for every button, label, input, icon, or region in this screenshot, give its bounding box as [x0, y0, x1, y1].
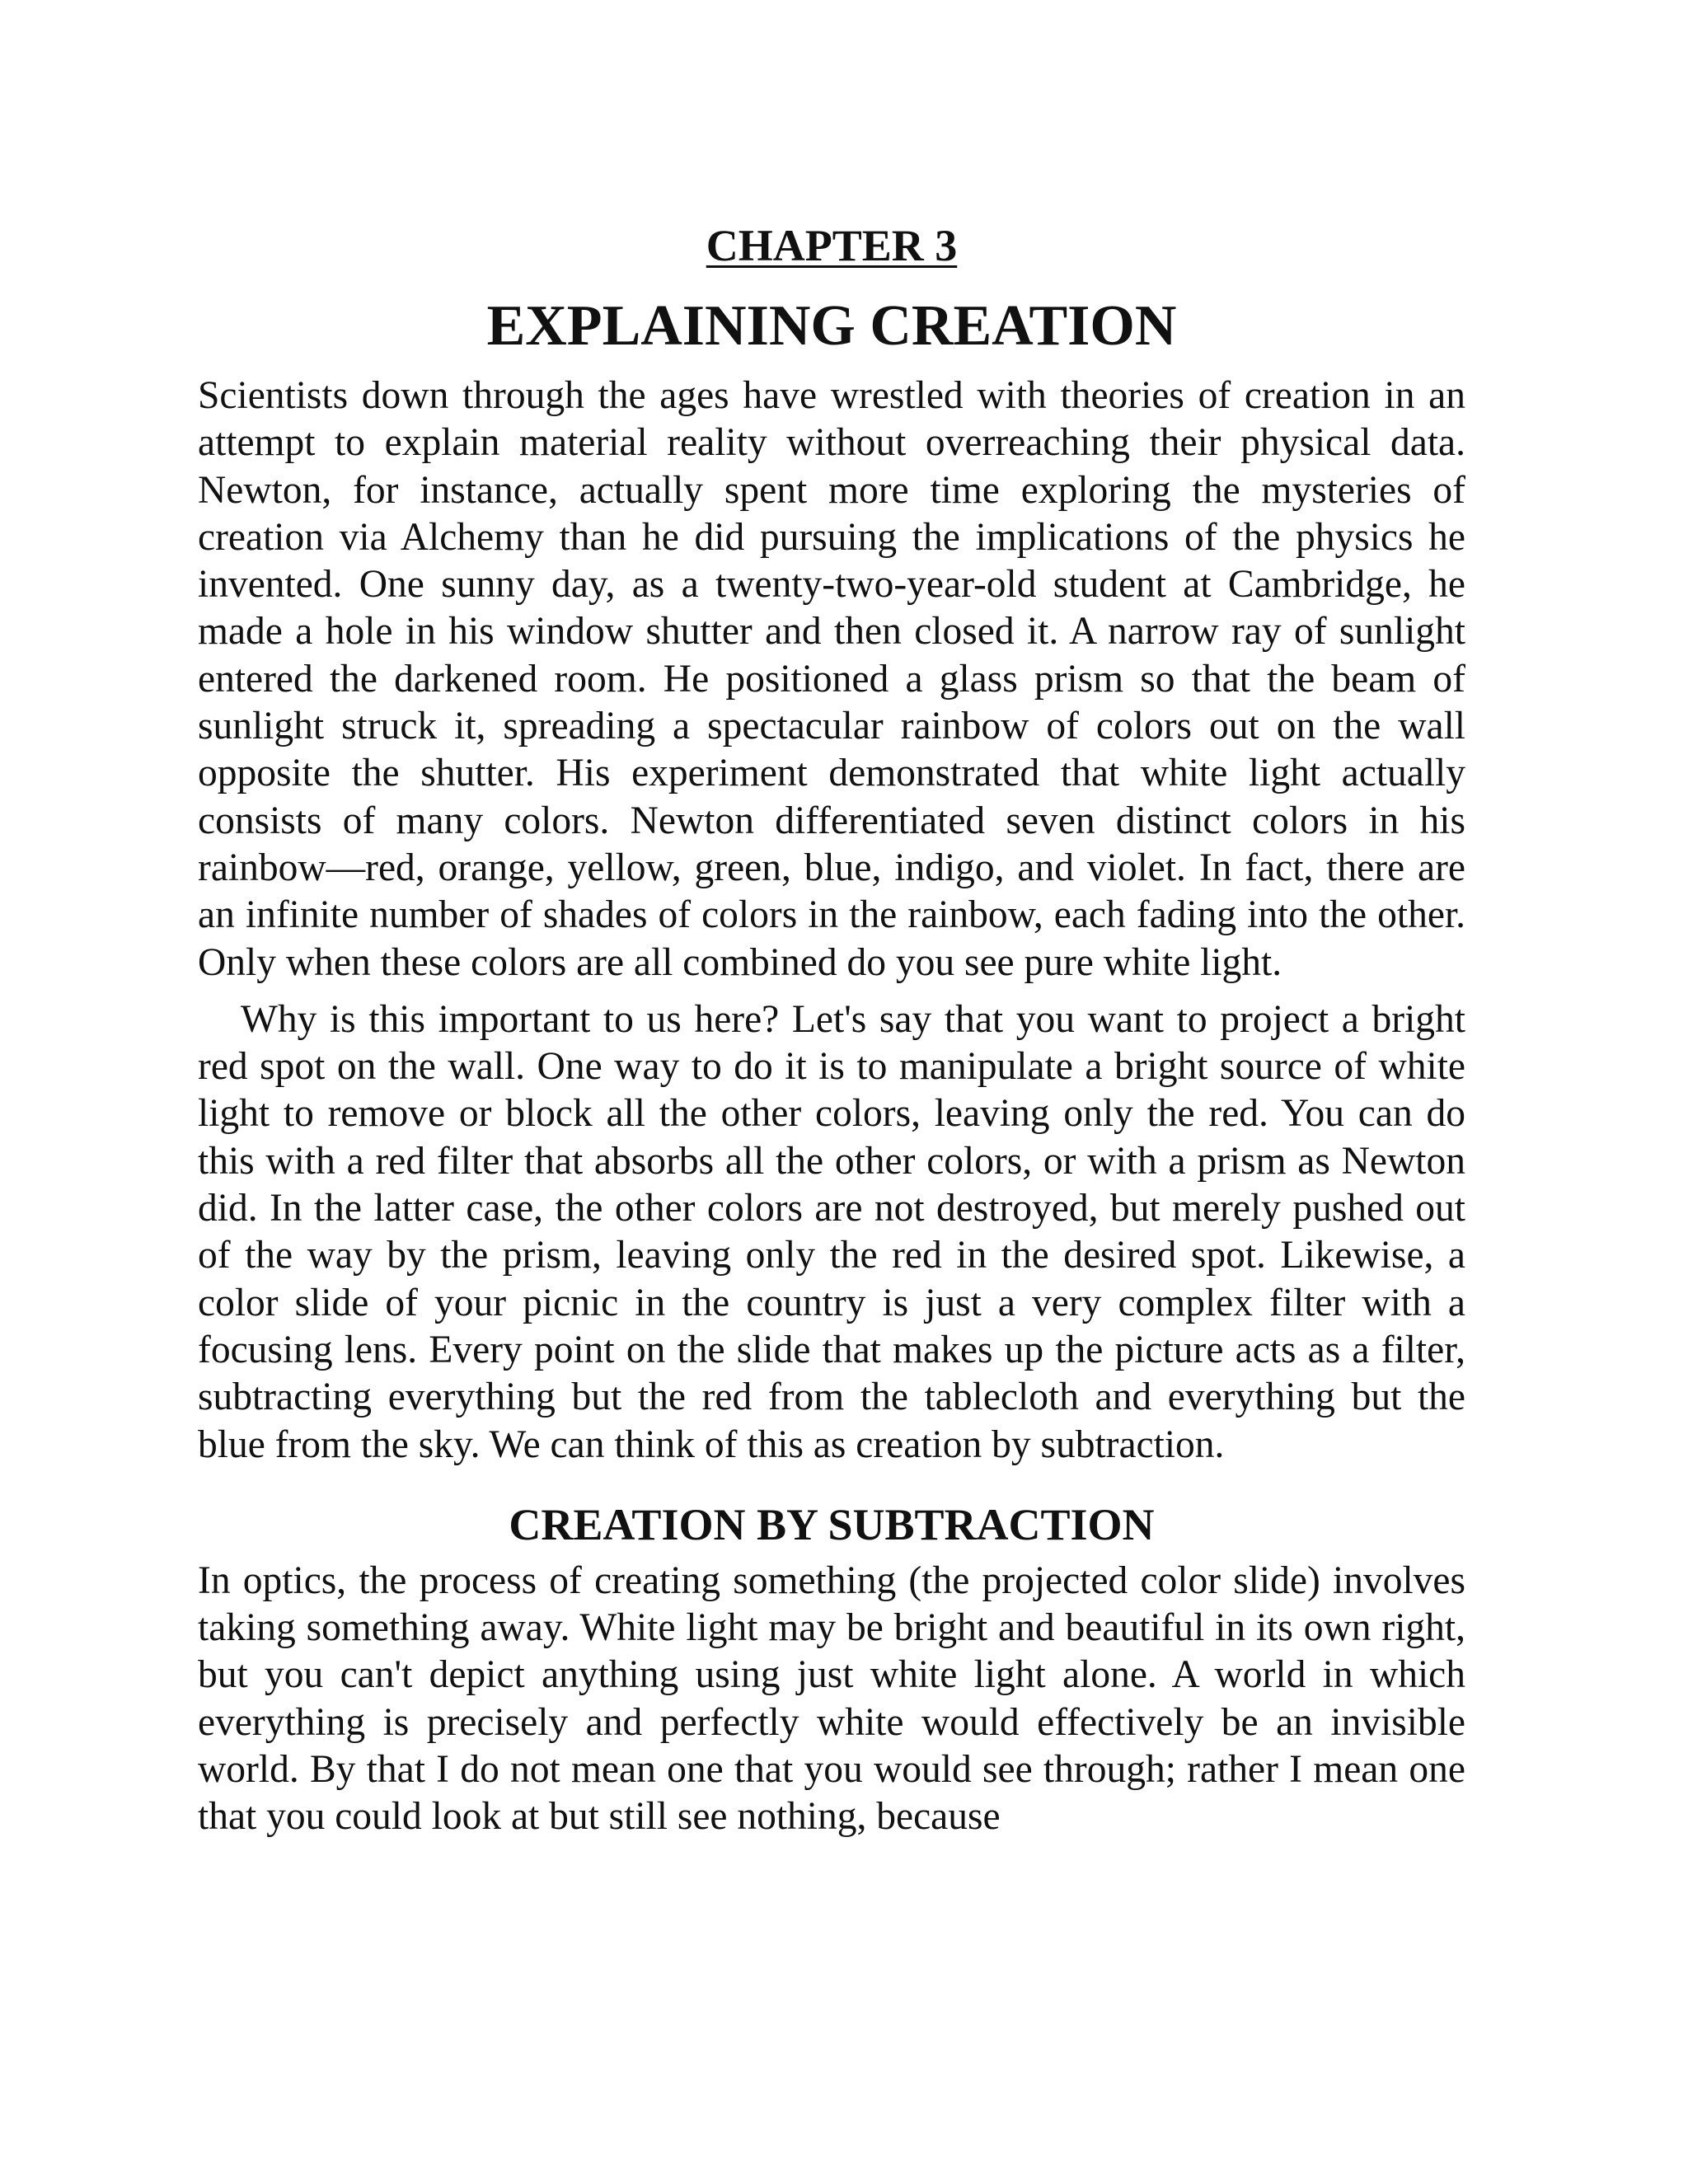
body-paragraph-2: Why is this important to us here? Let's say that you want to project a bright red spot on the wall. One way to do it is to manipulate a bright source of white light to remove or block all the other colors, leaving only the red. You can do this with a red filter that absorbs all the other colors, or with a prism as Newton did. In the latter case, the other colors are not destroyed, but merely pushed out of the way by the prism, leaving only the red in the desired spot. Likewise, a color slide of your picnic in the country is just a very complex filter with a focusing lens. Every point on the slide that makes up the picture acts as a filter, subtracting everything but the red from the tablecloth and everything but the blue from the sky. We can think of this as creation by subtraction. — [198, 997, 1465, 1466]
body-paragraph-1: Scientists down through the ages have wrestled with theories of creation in an attempt to explain material reality without overreaching their physical data. Newton, for instance, actually spent more time exploring the mysteries of creation via Alchemy than he did pursuing the implications of the physics he invented. One sunny day, as a twenty-two-year-old student at Cambridge, he made a hole in his window shutter and then closed it. A narrow ray of sunlight entered the darkened room. He positioned a glass prism so that the beam of sunlight struck it, spreading a spectacular rainbow of colors out on the wall opposite the shutter. His experiment demonstrated that white light actually consists of many colors. Newton differentiated seven distinct colors in his rainbow—red, orange, yellow, green, blue, indigo, and violet. In fact, there are an infinite number of shades of colors in the rainbow, each fading into the other. Only when these colors are all combined do you see pure white light. — [198, 374, 1465, 984]
chapter-label: CHAPTER 3 — [706, 221, 958, 270]
section-paragraph: In optics, the process of creating something (the projected color slide) involves taking something away. White light may be bright and beautiful in its own right, but you can't depict anything using just white light alone. A world in which everything is precisely and perfectly white would effectively be an invisible world. By that I do not mean one that you would see through; rather I mean one that you could look at but still see nothing, because — [198, 1558, 1465, 1839]
chapter-title: EXPLAINING CREATION — [486, 294, 1177, 358]
book-page — [198, 213, 1465, 1841]
section-heading: CREATION BY SUBTRACTION — [509, 1499, 1155, 1549]
